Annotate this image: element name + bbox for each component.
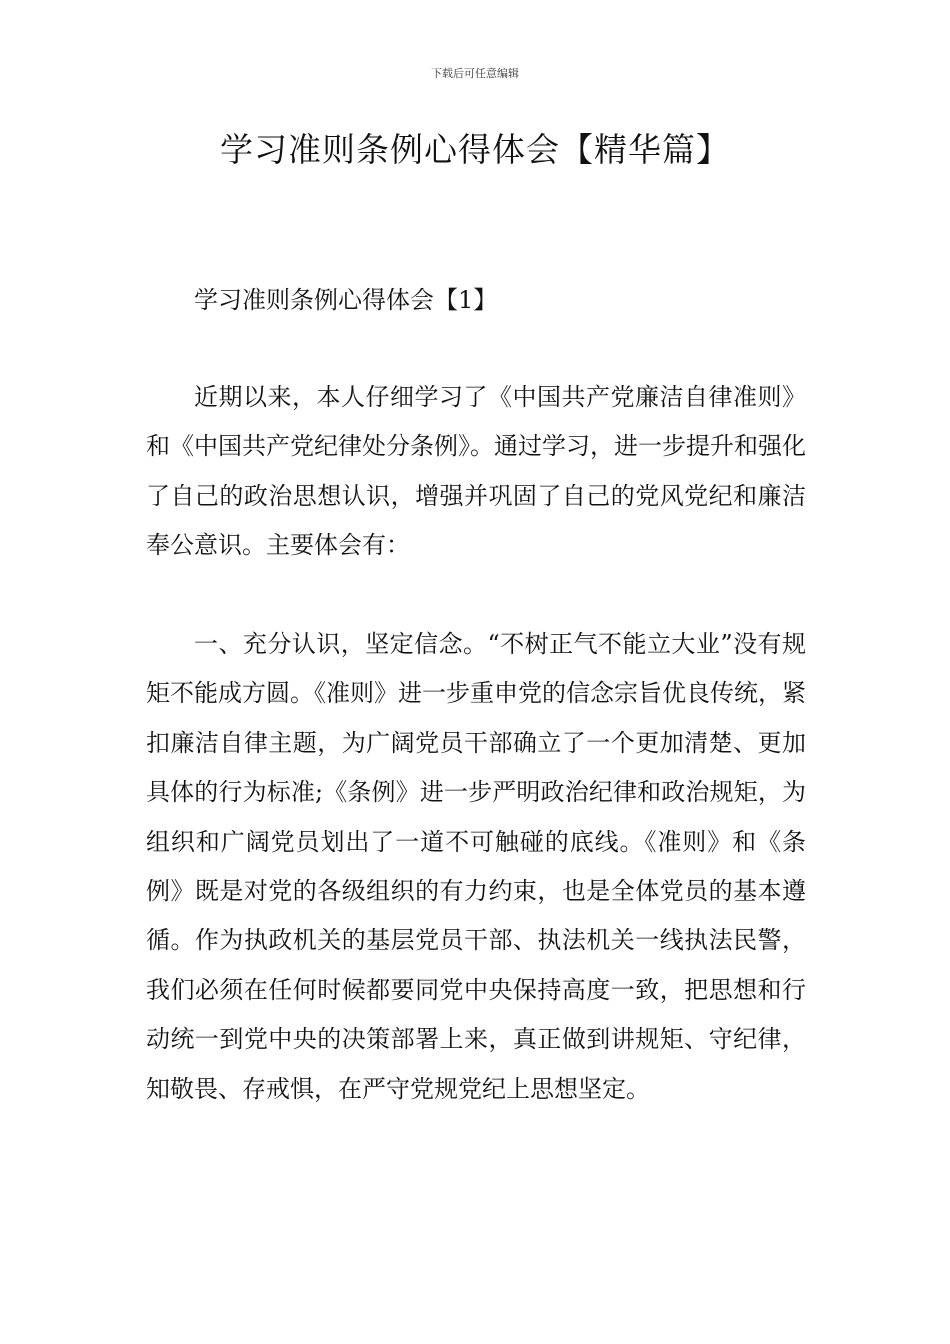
paragraph-1: 近期以来，本人仔细学习了《中国共产党廉洁自律准则》和《中国共产党纪律处分条例》。通过学习，进一步提升和强化了自己的政治思想认识，增强并巩固了自己的党风党纪和廉洁奉公意识。主要体会有：: [146, 383, 806, 560]
paragraph-2: 一、充分认识，坚定信念。“不树正气不能立大业”没有规矩不能成方圆。《准则》进一步重申党的信念宗旨优良传统，紧扣廉洁自律主题，为广阔党员干部确立了一个更加清楚、更加具体的行为标准;《条例》进一步严明政治纪律和政治规矩，为组织和广阔党员划出了一道不可触碰的底线。《准则》和《条例》既是对党的各级组织的有力约束，也是全体党员的基本遵循。作为执政机关的基层党员干部、执法机关一线执法民警，我们必须在任何时候都要同党中央保持高度一致，把思想和行动统一到党中央的决策部署上来，真正做到讲规矩、守纪律，知敬畏、存戒惧，在严守党规党纪上思想坚定。: [146, 630, 806, 1103]
section-subheading: 学习准则条例心得体会【1】: [194, 286, 498, 314]
document-title: 学习准则条例心得体会【精华篇】: [220, 130, 730, 169]
header-note: 下载后可任意编辑: [431, 67, 519, 80]
